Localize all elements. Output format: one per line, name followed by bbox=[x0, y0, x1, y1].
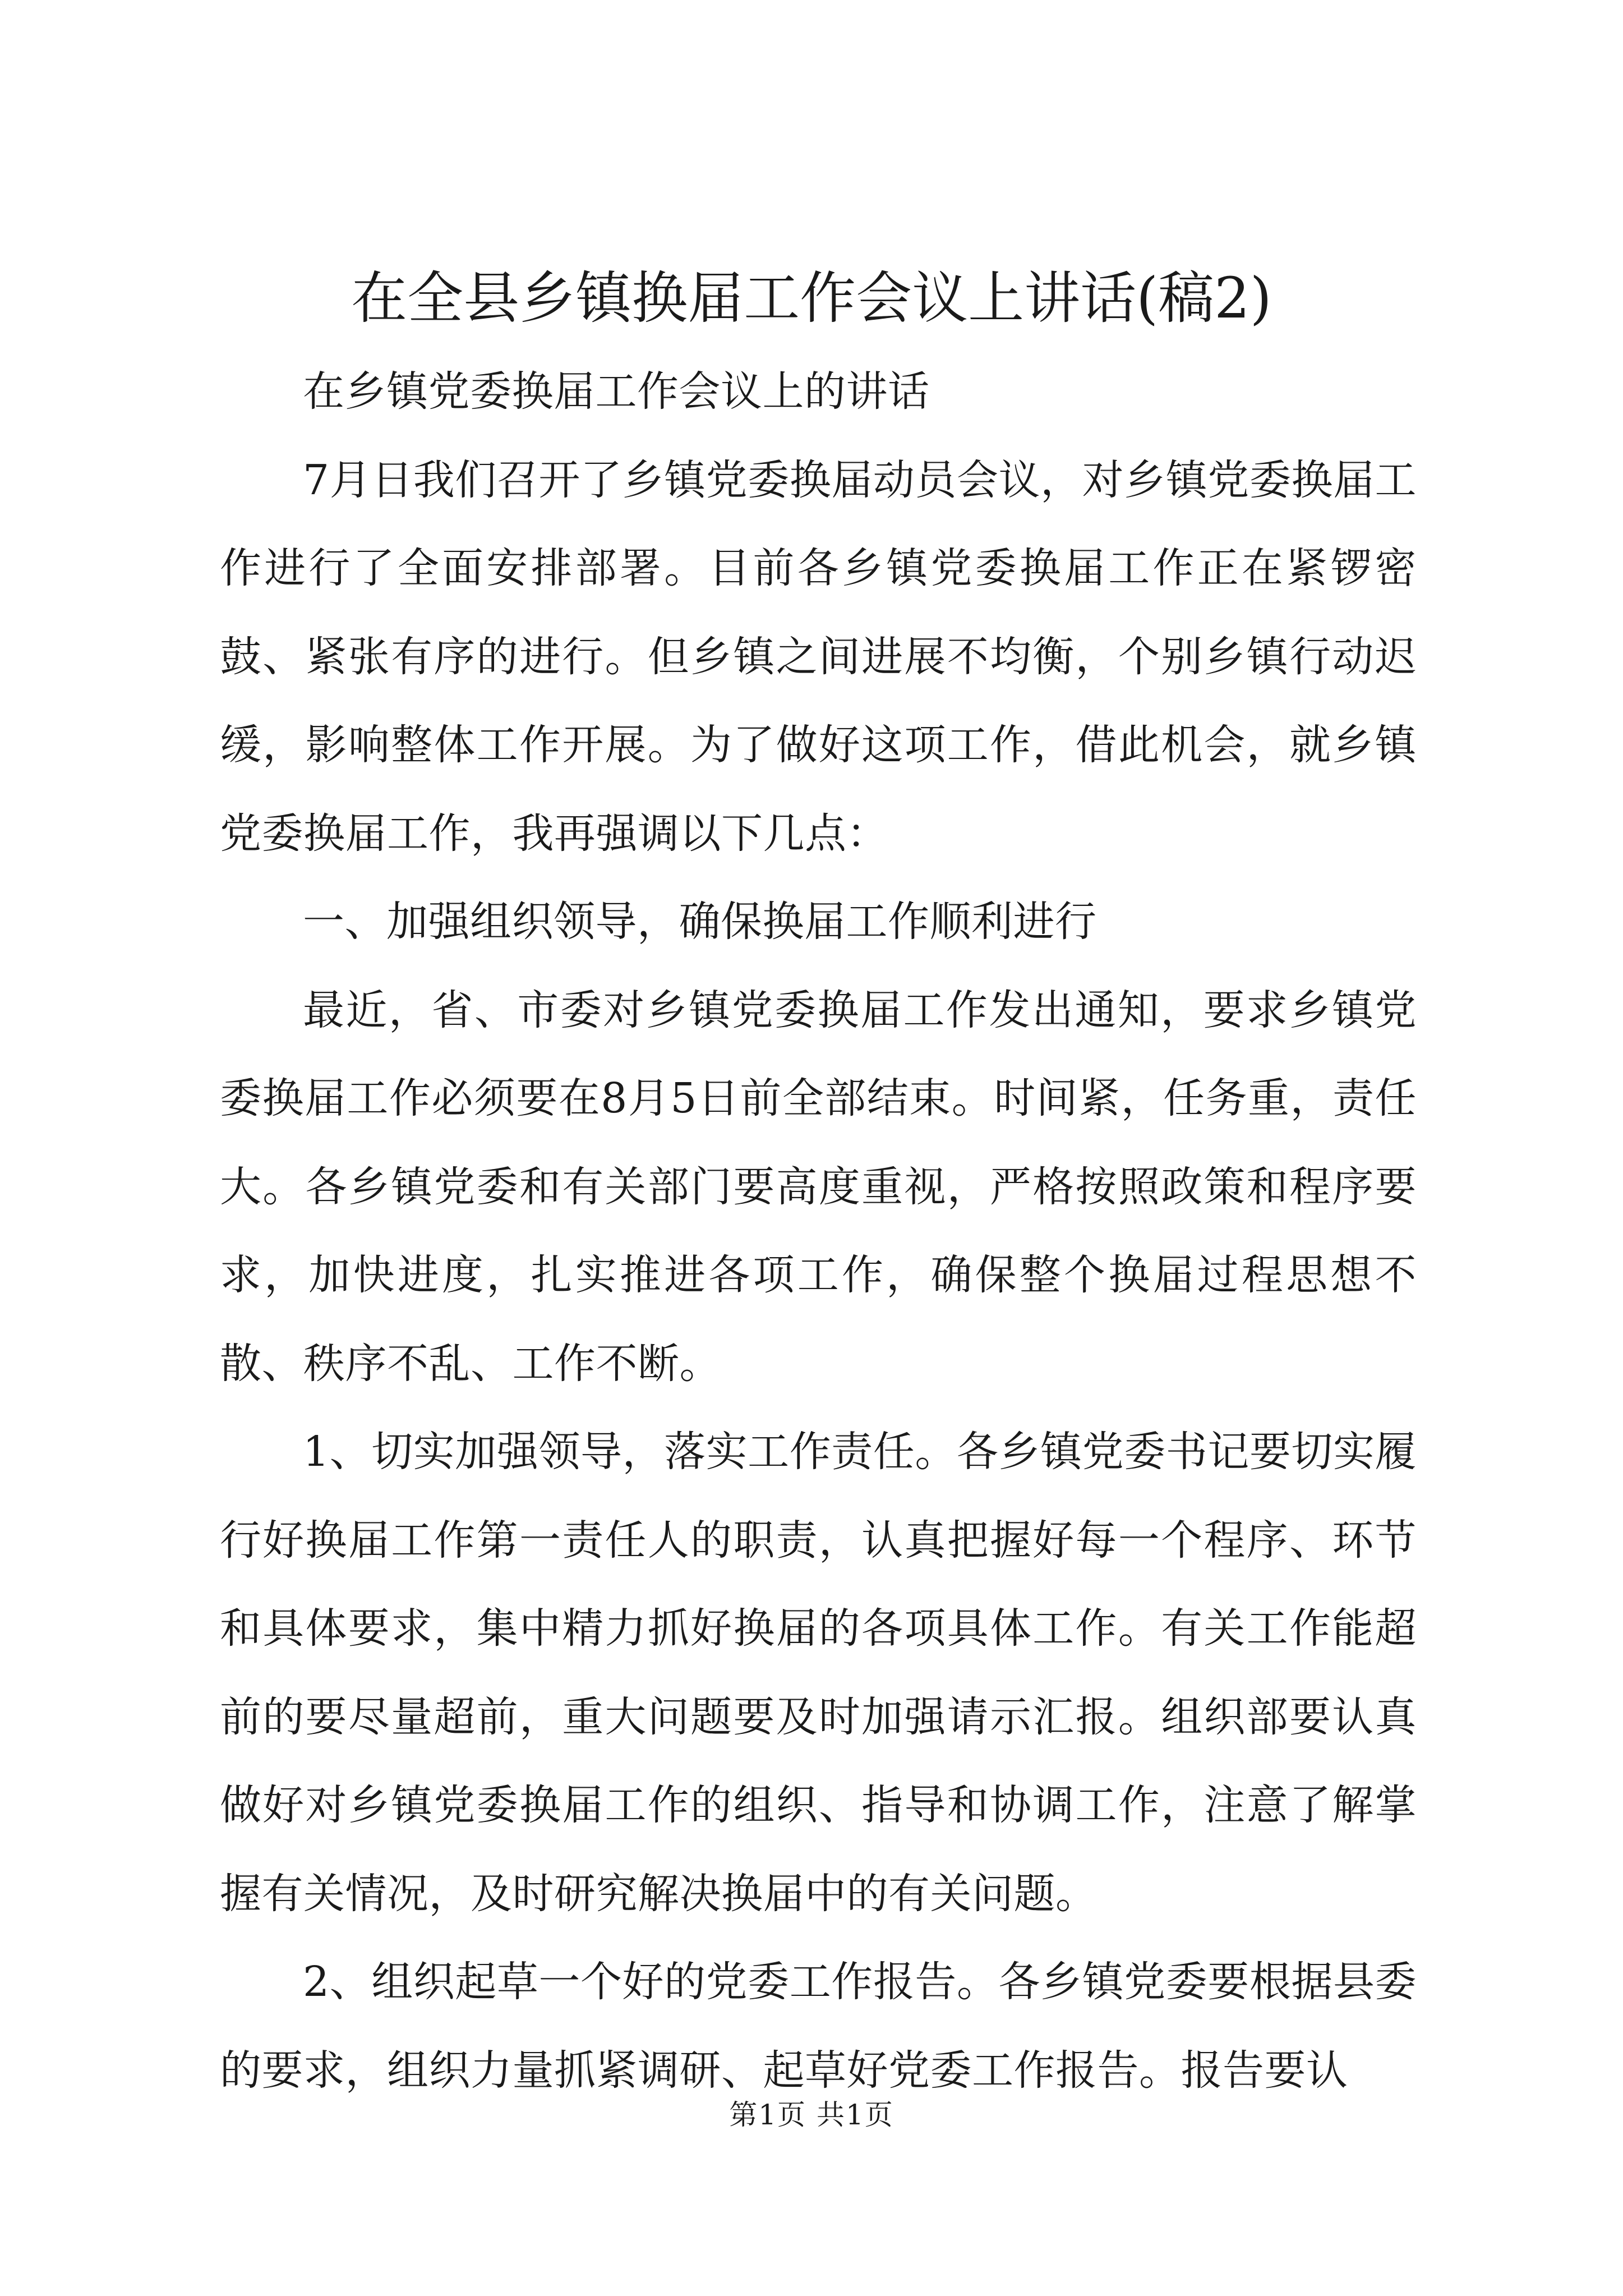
body-paragraph: 7月日我们召开了乡镇党委换届动员会议，对乡镇党委换届工作进行了全面安排部署。目前各乡镇党委换届工作正在紧锣密鼓、紧张有序的进行。但乡镇之间进展不均衡，个别乡镇行动迟缓，影响整体工作开展。为了做好这项工作，借此机会，就乡镇党委换届工作，我再强调以下几点： bbox=[220, 455, 1417, 858]
section-heading: 一、加强组织领导，确保换届工作顺利进行 bbox=[303, 898, 1097, 946]
subtitle-paragraph: 在乡镇党委换届工作会议上的讲话 bbox=[303, 367, 930, 416]
document-body bbox=[220, 348, 1417, 2115]
body-paragraph: 最近，省、市委对乡镇党委换届工作发出通知，要求乡镇党委换届工作必须要在8月5日前全部结束。时间紧，任务重，责任大。各乡镇党委和有关部门要高度重视，严格按照政策和程序要求，加快进度，扎实推进各项工作，确保整个换届过程思想不散、秩序不乱、工作不断。 bbox=[220, 986, 1417, 1388]
body-paragraph: 1、切实加强领导，落实工作责任。各乡镇党委书记要切实履行好换届工作第一责任人的职责，认真把握好每一个程序、环节和具体要求，集中精力抓好换届的各项具体工作。有关工作能超前的要尽量超前，重大问题要及时加强请示汇报。组织部要认真做好对乡镇党委换届工作的组织、指导和协调工作，注意了解掌握有关情况，及时研究解决换届中的有关问题。 bbox=[220, 1428, 1417, 1918]
body-paragraph: 2、组织起草一个好的党委工作报告。各乡镇党委要根据县委的要求，组织力量抓紧调研、起草好党委工作报告。报告要认 bbox=[220, 1958, 1417, 2095]
page-footer: 第1页 共1页 bbox=[729, 2099, 894, 2131]
document-title: 在全县乡镇换届工作会议上讲话(稿2) bbox=[351, 265, 1272, 331]
